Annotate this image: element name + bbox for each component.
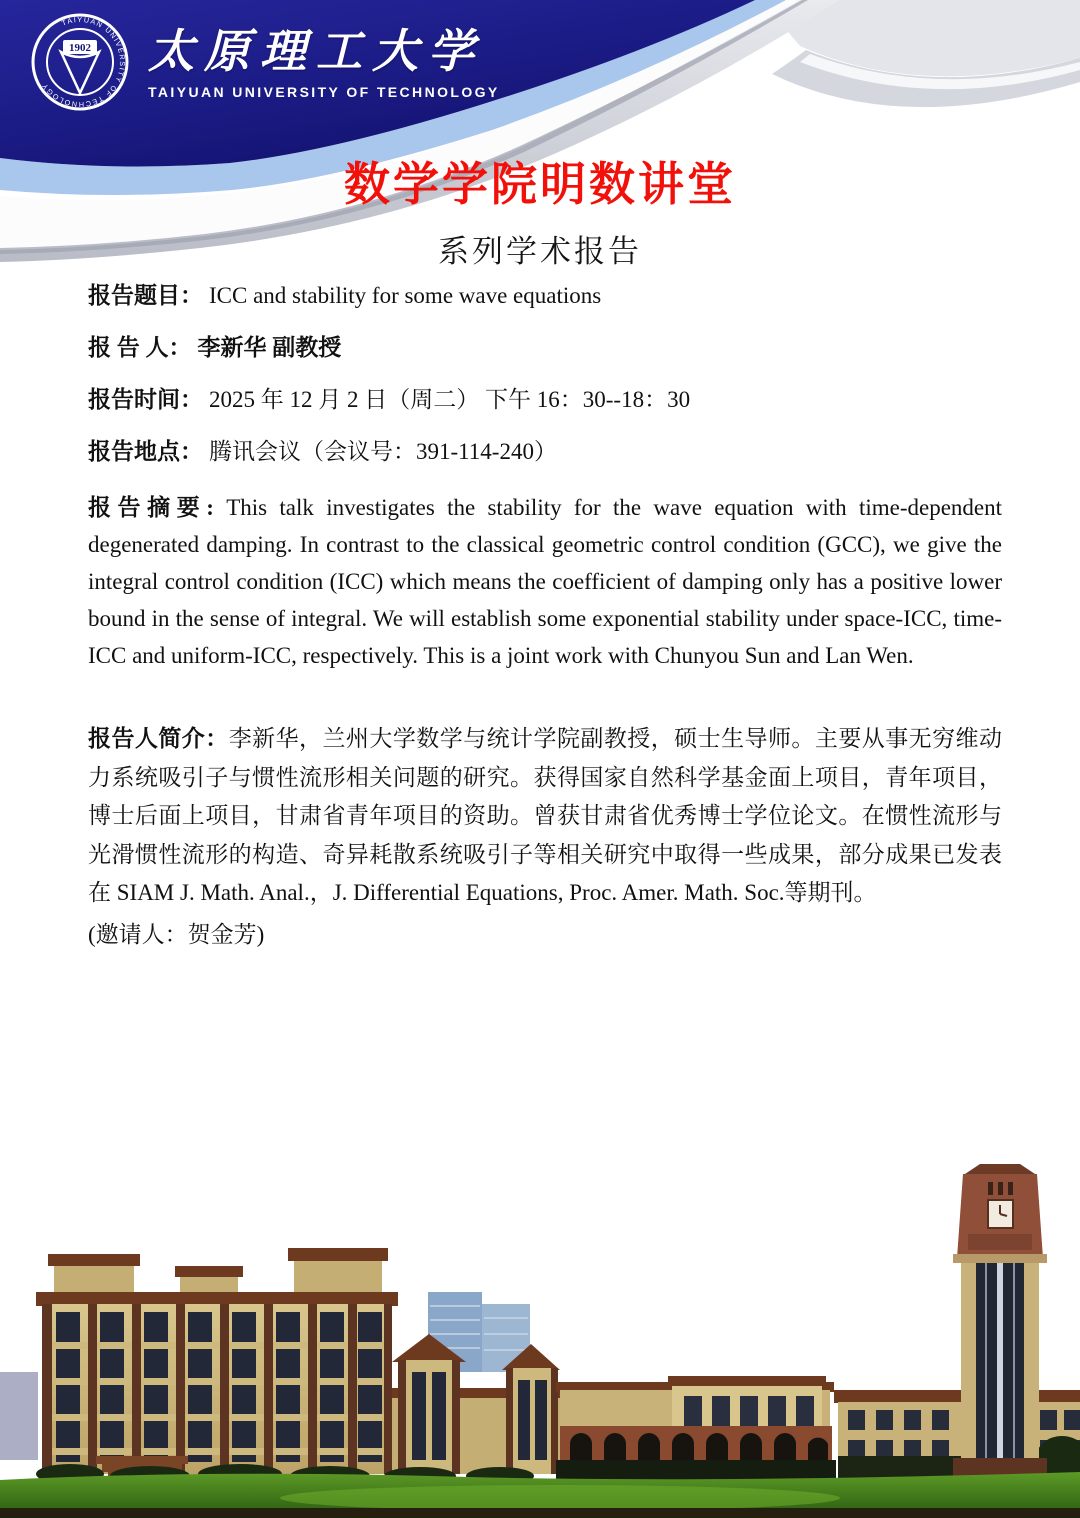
university-name-block	[148, 24, 500, 100]
bio-text: 李新华，兰州大学数学与统计学院副教授，硕士生导师。主要从事无穷维动力系统吸引子与惯性流形相关问题的研究。获得国家自然科学基金面上项目，青年项目，博士后面上项目，甘肃省青年项目的资助。曾获甘肃省优秀博士学位论文。在惯性流形与光滑惯性流形的构造、奇异耗散系统吸引子等相关研究中取得一些成果，部分成果已发表在 SIAM J. Math. Anal.，J. Differential Equations, Proc. Amer. Math. Soc.等期刊。	[88, 726, 1003, 905]
seal-ring-text: TAIYUAN UNIVERSITY OF TECHNOLOGY	[39, 14, 128, 110]
university-name-en: TAIYUAN UNIVERSITY OF TECHNOLOGY	[148, 84, 500, 100]
campanile-tower-left	[392, 1334, 466, 1474]
page-title: 数学学院明数讲堂	[344, 158, 736, 210]
seal-year: 1902	[69, 42, 91, 54]
field-value: 腾讯会议（会议号：391-114-240）	[209, 439, 557, 464]
hedge	[556, 1460, 836, 1480]
seal-shield	[61, 52, 99, 93]
bio-paragraph	[88, 720, 1002, 913]
field-value: 2025 年 12 月 2 日（周二） 下午 16：30--18：30	[209, 387, 691, 412]
field-label: 报 告 人：	[88, 335, 192, 360]
subtitle: 系列学术报告	[438, 234, 642, 269]
campanile-tower-right	[502, 1344, 560, 1474]
university-seal-icon	[30, 12, 130, 112]
field-label: 报告时间：	[88, 387, 203, 412]
photo-bottom-edge	[0, 1508, 1080, 1518]
lawn-highlight	[280, 1485, 840, 1511]
clock-tower	[953, 1164, 1047, 1484]
field-value: ICC and stability for some wave equations	[209, 283, 602, 308]
arcade-wing	[556, 1376, 834, 1474]
field-time	[88, 385, 1002, 415]
content	[88, 281, 1002, 952]
main-building-left-block	[36, 1248, 398, 1480]
field-label: 报告地点：	[88, 439, 203, 464]
field-value: 李新华 副教授	[197, 335, 342, 360]
university-logo	[30, 12, 500, 112]
field-speaker	[88, 333, 1002, 363]
abstract-paragraph	[88, 489, 1002, 674]
campus-photo	[0, 1158, 1080, 1518]
inviter-line: (邀请人：贺金芳)	[88, 921, 265, 947]
field-report-title	[88, 281, 1002, 311]
abstract-text: This talk investigates the stability for the wave equation with time-dependent degenerated damping. In contrast to the classical geometric control condition (GCC), we give the integral control condition (ICC) which means the coefficient of damping only has a positive lower bound in the sense of integral. We will establish some exponential stability under space-ICC, time-ICC and uniform-ICC, respectively. This is a joint work with Chunyou Sun and Lan Wen.	[88, 495, 1003, 668]
far-left-building	[0, 1372, 38, 1460]
university-name-cn: 太原理工大学	[148, 26, 484, 77]
field-label: 报告题目：	[88, 283, 203, 308]
bio-label: 报告人简介：	[88, 726, 229, 751]
abstract-label: 报告摘要:	[88, 495, 214, 520]
field-location	[88, 437, 1002, 467]
